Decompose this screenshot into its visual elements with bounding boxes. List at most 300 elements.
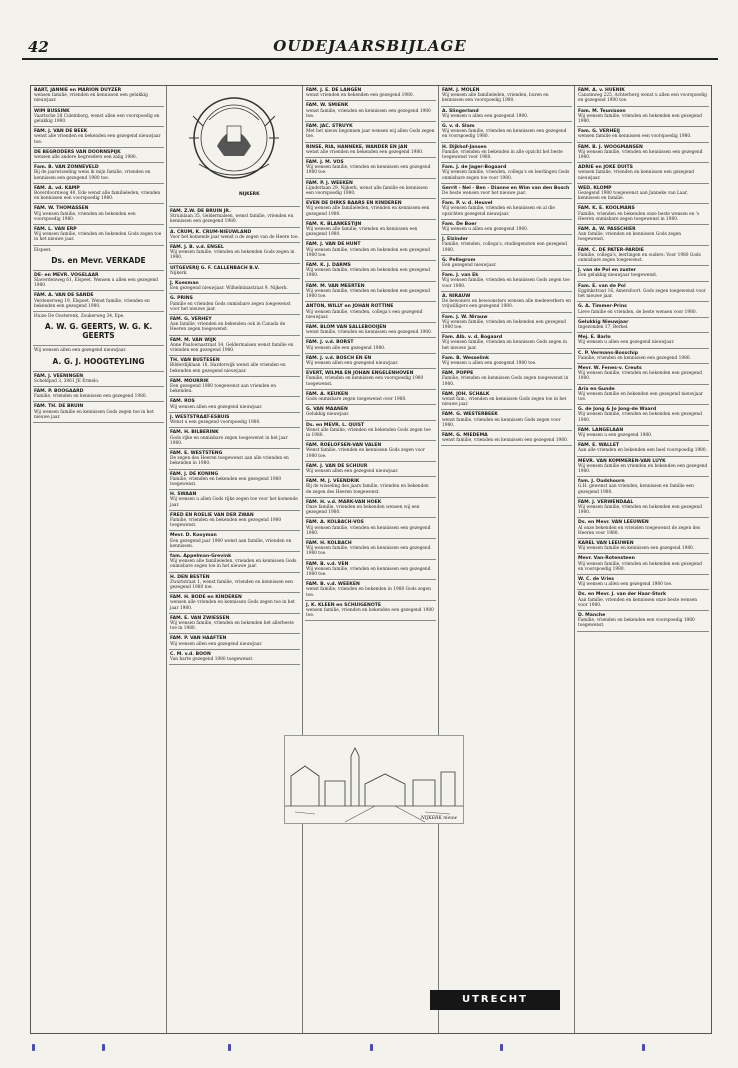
greeting-text: Een gezegend 1980 toegewenst aan vrienden en bekenden. — [170, 384, 276, 395]
greeting-text: Wenst alle familie, vrienden en bekenden Gods zegen toe in 1980. — [306, 427, 431, 438]
greeting-text: Wij wensen familie en bekenden een gezegend nieuwjaar toe. — [578, 391, 703, 402]
greeting-text: Familie, vrienden en bekenden een gezegend 1980 toegewenst. — [170, 476, 282, 487]
advertiser-name: FAM. J. MOLEN — [442, 88, 480, 93]
advertiser-name: C. M. v.d. BOON — [170, 651, 211, 657]
advertiser-name: Gerrit - Nel - Ben - Dianne en Wim van den Bosch — [442, 185, 570, 191]
street-illustration — [285, 736, 463, 823]
advertisement — [305, 261, 436, 282]
advertiser-name: Fam. J. W. Nirauw — [442, 314, 488, 320]
advertiser-name: J. K. KLEEN en SCHUIGENOTE — [306, 602, 382, 608]
advertiser-name: FAM. G. WESTERBEEK — [442, 412, 498, 418]
advertiser-name: H. DEN BESTEN — [170, 574, 210, 580]
advertisement — [169, 573, 300, 594]
advertisement — [33, 372, 164, 387]
advertisement — [33, 184, 164, 205]
advertisement — [305, 101, 436, 122]
advertisement — [305, 338, 436, 353]
advertiser-name: H. Dijkhof-Jansen — [442, 144, 487, 150]
advertisement — [577, 441, 709, 456]
advertiser-name: C. P. Vermans-Bosschip — [578, 350, 639, 356]
advertisement — [305, 122, 436, 143]
greeting-text: Wij wensen allen een gezegend nieuwjaar. — [34, 348, 127, 354]
greeting-text: Gods onmisbare zegen toegewenst over 1980. — [306, 396, 407, 402]
frisch-seal-icon — [169, 86, 299, 204]
greeting-text: Familie, vrienden en bekenden een gezegend 1980 toegewenst. — [170, 517, 282, 529]
advertisement — [33, 86, 164, 107]
advertisement — [577, 575, 709, 590]
advertiser-name: EVERT, WILMA EN JOHAN ENGELENHOVEN — [306, 371, 414, 377]
greeting-text: wenst familie, vrienden en kennissen Gods zegen voor 1980. — [442, 417, 561, 428]
advertisement — [577, 282, 709, 303]
advertiser-name: TH. VAN BUSTESEN — [170, 358, 220, 364]
advertiser-name: Fam. J. de Jager-Bogaard — [442, 165, 507, 171]
advertisement — [305, 539, 436, 560]
advertiser-name: Fam. B. VAN ZONNEVELD — [34, 165, 99, 171]
advertiser-name: Fam. B. Wesselink — [442, 355, 490, 361]
advertiser-name: Mevr. D. Kooyman — [170, 533, 217, 539]
advertiser-name: FAM. W. THOMASSEN — [34, 206, 89, 212]
advertiser-name: G. VAN MAANEN — [306, 407, 348, 413]
greeting-text: Wij wensen u allen Gods rijke zegen toe voor het komende jaar. — [170, 497, 298, 508]
greeting-text: Slaverdenweg 61, Elspeet. Wensen u allen een gezegend 1980. — [34, 278, 159, 289]
advertiser-name: Ds. en Mevr. VAN LEEUWEN — [578, 520, 649, 526]
advertiser-name: Aria en Gunde — [578, 386, 615, 392]
advertiser-name: G. de Jong & Jo Jong-de Waard — [578, 407, 657, 413]
greeting-text: Wij wensen familie, vrienden en bekenden een voorspoedig 1980. — [34, 211, 136, 222]
advertisement — [305, 240, 436, 261]
advertiser-name: D. Manche — [578, 613, 606, 619]
greeting-text: Familie, vrienden, collega's, studiegenoten een gezegend 1980. — [442, 242, 567, 253]
greeting-text: Wij wensen familie, vrienden en bekenden een gezegend 1980. — [578, 113, 702, 125]
column-2 — [167, 86, 303, 1033]
greeting-text: Wij wensen familie, vrienden en bekenden een gezegend 1980. — [578, 371, 702, 382]
advertiser-name: FAM. G. VERHEY — [170, 317, 212, 323]
greeting-text: wensen familie, vrienden en bekenden een gezegend 1980 toe. — [306, 608, 434, 619]
page-footer — [30, 1040, 710, 1056]
greeting-text: Wij wensen familie en kennissen een gezegend 1980. — [578, 546, 695, 552]
advertiser-name: J. Elzinder — [442, 237, 468, 243]
advertisement — [169, 552, 300, 573]
greeting-text: wenst familie, vrienden en kennissen een gezegend 1980. — [442, 438, 569, 444]
greeting-text: Vaartsche 28 Culemborg, wenst allen een voorspoedig en gelukkig 1980. — [34, 113, 160, 125]
advertiser-name: FAM. H. BODE en KINDEREN — [170, 595, 242, 601]
greeting-text: Bij de jaarwisseling wens ik mijn familie, vrienden en kennissen een gezegend 1980 toe. — [34, 170, 151, 181]
advertiser-name: fam. Appelman-Grevink — [170, 553, 232, 559]
greeting-text: wenst familie, vrienden en kennissen een gezegend 1980 toe. — [306, 108, 431, 119]
greeting-text: wenst alle vrienden en bekenden een gezegend 1980. — [306, 149, 424, 155]
advertiser-name: Fam. G. VERHEIJ — [578, 129, 620, 135]
column-1 — [31, 86, 167, 1033]
greeting-text: Wij wensen familie, vrienden en kennissen Gods zegen toe voor 1980. — [442, 278, 570, 289]
advertisement — [169, 264, 300, 279]
greeting-text: Wij wensen familie, vrienden en kennissen een gezegend en voorspoedig 1980. — [442, 129, 567, 140]
advertiser-name: FAM. M. VAN WIJK — [170, 337, 217, 343]
advertiser-name: Fam. P. v. d. Heuvel — [442, 201, 493, 207]
greeting-text: Wij wensen familie, vrienden en kennissen een gezegend 1980 toe. — [306, 566, 431, 578]
greeting-text: De zegen des Heeren toegewenst aan alle vrienden en bekenden in 1980. — [170, 456, 289, 467]
greeting-text: Wij wensen alle een gezegend 1980. — [306, 345, 386, 351]
advertiser-name: FAM. H. KOLBACH — [306, 541, 352, 546]
greeting-text: Wij wensen familie, vrienden en bekenden een gezegend en voorspoedig 1980. — [578, 561, 702, 572]
greeting-text: Aan familie, vrienden en bekenden ook in Canada de Heeren zegen toegewenst. — [170, 322, 286, 333]
advertiser-name: Fam. De Boer — [442, 221, 477, 227]
advertiser-name: DE- en MEVR. VOGELAAR — [34, 272, 99, 278]
advertisement — [33, 312, 164, 346]
advertiser-name: MEVR. VAN KOMMEREN-VAN LUYK — [578, 458, 666, 464]
greeting-text: G.H. gewenst aan vrienden, kennissen en familie een gezegend 1980. — [578, 484, 694, 495]
greeting-text: Onze familie, vrienden en bekenden wensen wij een gezegend 1980. — [306, 504, 420, 516]
advertisement — [169, 377, 300, 398]
advertisement — [441, 122, 572, 143]
advertiser-name: FAM. B. v.d. VEN — [306, 561, 349, 567]
greeting-text: Wij wensen familie, vrienden en kennissen Gods zegen in het nieuwe jaar. — [442, 340, 568, 351]
advertisement — [577, 127, 709, 142]
advertisement — [169, 449, 300, 470]
advertisement — [169, 593, 300, 614]
advertiser-name: FAM. J. M. VOS — [306, 160, 344, 166]
advertisement — [577, 143, 709, 164]
advertiser-name: FAM. J. B. v.d. ENGEL — [170, 245, 224, 251]
advertisement — [305, 498, 436, 519]
greeting-text: Familie, collega's, leerlingen en ouders: Voor 1980 Gods onmisbare zegen toegewenst. — [578, 252, 701, 264]
greeting-text: Bij de wisseling des jaars familie, vrienden en bekenden de zegen des Heeren toegewenst. — [306, 484, 429, 495]
advertisement — [441, 184, 572, 199]
advertisement — [169, 315, 300, 336]
advertiser-name: A. G. J. HOOGTEYLING — [52, 356, 145, 366]
greeting-text: Wij wensen familie, vrienden, collega's en leerlingen Gods onmisbare zegen toe voor 1980. — [442, 170, 570, 181]
greeting-text: Lieve familie en vrienden, de beste wensen voor 1980. — [578, 309, 697, 315]
greeting-text: Wij wensen allen een gezegend nieuwjaar. — [306, 468, 399, 474]
advertiser-name: A. CRUM, K. CRUM-NIEUWLAND — [170, 229, 252, 235]
column-3 — [303, 86, 439, 1033]
advertisement — [305, 282, 436, 303]
advertisement — [169, 294, 300, 315]
advertisement — [169, 207, 300, 228]
advertisement — [577, 86, 709, 107]
advertiser-name: G. PRINS — [170, 296, 193, 302]
greeting-text: De bewoners en bewoonsters wensen alle medewerkers en vrijwilligers een gezegend 1980. — [442, 299, 571, 310]
advertiser-name: UITGEVERIJ G. F. CALLENBACH B.V. — [170, 265, 260, 271]
greeting-text: wensen alle vrienden en kennissen Gods zegen toe in het jaar 1980. — [170, 600, 295, 611]
advertisement — [169, 397, 300, 412]
greeting-text: Een gelukkig nieuwjaar toegewenst. — [578, 273, 658, 279]
page-header — [22, 36, 718, 60]
advertiser-name: Ds. en Mevr. J. van der Haar-Stork — [578, 592, 666, 598]
advertisement — [441, 354, 572, 369]
advertisement — [305, 441, 436, 462]
greeting-text: Familie, vrienden en kennissen een gezegend 1980. — [34, 394, 147, 400]
advertisement — [305, 560, 436, 581]
utrecht-banner: UTRECHT — [430, 990, 560, 1010]
advertisement — [169, 356, 300, 377]
advertiser-name: FAM. J. v.d. BORST — [306, 340, 354, 346]
greeting-text: Aan familie, vrienden en kennissen onze beste wensen voor 1980. — [578, 597, 697, 608]
advertiser-name: FAM. MOURRIK — [170, 378, 209, 384]
advertisement — [441, 143, 572, 164]
greeting-text: Wij wensen allen een gezegend nieuwjaar. — [170, 641, 263, 647]
greeting-text: Een gezegend nieuwjaar. — [442, 263, 497, 269]
advertiser-name: Ds. en Mevr. VERKADE — [51, 255, 146, 265]
greeting-text: wenst vrienden en bekenden een gezegend 1980. — [306, 93, 414, 99]
column-5 — [575, 86, 711, 1033]
advertisement — [305, 302, 436, 323]
advertisement — [305, 354, 436, 369]
advertiser-name: FAM. ROS — [170, 399, 195, 405]
advertisement — [33, 246, 164, 271]
advertisement — [33, 148, 164, 163]
advertiser-name: FAM. K. E. KOOLMANS — [578, 206, 635, 212]
advertisement — [577, 498, 709, 519]
advertiser-name: FAM. E. VAN ZWIESSEN — [170, 615, 230, 621]
greeting-text: wensen familie en kennissen een voorspoedig 1980. — [578, 134, 692, 140]
registration-mark — [32, 1044, 35, 1051]
greeting-text: Gezegend 1980 toegewenst aan Janneke van Laar, kennissen en familie. — [578, 191, 688, 202]
advertiser-name: FAM. Z.W. DE BRUIN JR. — [170, 209, 231, 214]
greeting-text: Familie, vrienden en kennissen een gezegend 1980. — [578, 355, 691, 361]
greeting-text: Wij wensen familie, vrienden en kennissen een gezegend 1980 toe. — [306, 165, 431, 176]
advertiser-name: FAM. J. VAN DE BEEK — [34, 129, 88, 135]
advertiser-name: RINSE, RIA, HANNEKE, WANDER EN JAN — [306, 144, 408, 150]
advertisement — [33, 127, 164, 148]
advertiser-name: Ds. en MEVR. L. QUIST — [306, 422, 365, 428]
advertiser-name: FAM. J. E. DE LANGEN — [306, 88, 362, 93]
nijkerk-emblem — [169, 86, 300, 207]
advertisement — [577, 611, 709, 632]
advertiser-name: FAM. W. SMIENK — [306, 103, 349, 109]
greeting-text: Wij wensen familie en kennissen Gods zegen toe in het nieuwe jaar. — [34, 409, 154, 420]
advertiser-name: FAM. TH. DE BRUIN — [34, 404, 84, 410]
advertiser-name: FRED EN ROELIE VAN DER ZWAN — [170, 512, 254, 518]
greeting-text: Ingezonden 17, Berkel. — [578, 324, 629, 330]
advertisement — [441, 431, 572, 446]
advertiser-name: FAM. B. J. WOOGMANSEN — [578, 144, 643, 150]
advertisement — [577, 590, 709, 611]
advertisement — [33, 387, 164, 402]
advertiser-name: FAM. J. DE KONING — [170, 471, 219, 477]
greeting-text: Met het nieuw begonnen jaar wensen wij allen Gods zegen toe. — [306, 129, 435, 140]
greeting-text: Wij wensen allen een gezegend nieuwjaar. — [170, 404, 263, 410]
greeting-text: Familie, vrienden en bekenden een voorspoedig 1980 toegewenst. — [578, 618, 695, 629]
greeting-text: Wij wensen alle familie, vrienden en kennissen een gezegend 1980. — [306, 227, 418, 238]
greeting-text: Wij wensen u allen een gezegend 1980. — [442, 113, 529, 119]
advertisement — [441, 220, 572, 235]
advertiser-name: FAM. G. MIEDEMA — [442, 432, 488, 438]
advertisement — [577, 302, 709, 317]
advertisement — [441, 235, 572, 256]
page-title: OUDEJAARSBIJLAGE — [273, 37, 467, 55]
advertiser-name: G. v. d. Slam — [442, 124, 475, 130]
advertiser-name: FAM. B. v.d. WEEKEN — [306, 582, 360, 588]
advertisement — [577, 457, 709, 478]
advertiser-name: Fam. Alb. v. d. Bogaard — [442, 335, 503, 341]
advertiser-name: FAM. JOH. SCHALK — [442, 391, 490, 397]
advertisement — [169, 614, 300, 635]
advertisement — [305, 86, 436, 101]
greeting-text: Lijnderlaan 29, Nijkerk, wenst alle familie en kennissen een voorspoedig 1980. — [306, 185, 428, 197]
advertisement — [305, 580, 436, 601]
advertisement — [577, 225, 709, 246]
greeting-text: Boverdoornweg 40, Ede wenst alle familieleden, vrienden en kennissen een voorspoedig 1980. — [34, 191, 161, 202]
sketch-caption: NIJKERK nieuw — [420, 816, 457, 821]
greeting-text: Familie, vrienden en bekenden onze beste wensen en 's Heeren onmisbare zegen toegewenst in 1980. — [578, 211, 700, 222]
advertisement — [441, 163, 572, 184]
greeting-text: Voor het komende jaar wenst u de zegen van de Heere toe. — [170, 234, 299, 240]
advertisement — [441, 292, 572, 313]
greeting-text: Wij wensen familie, vrienden en bekenden een gezegend 1980 toe. — [442, 319, 566, 330]
greeting-text: Wij wensen familie, vrienden en bekenden een gezegend 1980. — [578, 412, 702, 423]
advertiser-name: FAM. J. VERWENDAAL — [578, 499, 634, 505]
advertiser-name: FAM. A. W. PASSCHIER — [578, 227, 636, 233]
greeting-text: Aan alle vrienden en bekenden een heel voorspoedig 1980. — [578, 448, 708, 454]
registration-mark — [370, 1044, 373, 1051]
advertiser-name: FAM. ROELOFSEN-VAN VALEN — [306, 443, 382, 449]
greeting-text: Wij wensen familie, vrienden en bekenden een gezegend 1980. — [306, 268, 430, 279]
advertiser-name: J. Koesman — [170, 281, 199, 287]
advertiser-name: FAM. BLOM VAN SALLEBOOIJEN — [306, 324, 387, 330]
greeting-text: Gods rijke en onmisbare zegen toegewenst in het jaar 1980. — [170, 435, 288, 446]
greeting-text: Familie, vrienden en bekenden in alle opzicht het beste toegewenst voor 1980. — [442, 149, 563, 161]
advertiser-name: FAM. M. J. VEENDRIK — [306, 479, 360, 485]
advertiser-name: KAREL VAN LEEUWEN — [578, 541, 634, 546]
advertiser-name: G. Pellegrom — [442, 257, 476, 263]
advertiser-name: DE BEGRODERS VAN DOORNSPIJK — [34, 149, 121, 155]
advertisement — [441, 313, 572, 334]
advertisement — [169, 413, 300, 428]
greeting-text: Wij wensen familie, vrienden, collega's een gezegend nieuwjaar. — [306, 309, 423, 320]
advertisement — [441, 369, 572, 390]
advertisement — [305, 390, 436, 405]
advertisement — [169, 336, 300, 357]
advertiser-name: ANTON, WILLY en JOHAN ROTTINE — [306, 304, 394, 310]
advertisement — [169, 634, 300, 649]
advertisement — [577, 333, 709, 348]
advertiser-name: FAM. J. VAN DE HUNT — [306, 242, 361, 248]
greeting-text: Wij wensen u allen een gezegend 1980 toe. — [442, 360, 537, 366]
column-4 — [439, 86, 575, 1033]
advertiser-name: fam. J. Oudshoorn — [578, 479, 625, 485]
greeting-text: wenst familie, vrienden en kennissen een gezegend 1980. — [306, 330, 433, 336]
greeting-text: Wij wensen familie, vrienden en kennissen een gezegend 1980. — [578, 149, 703, 161]
greeting-text: Wij wensen u een gezegend 1980. — [578, 432, 653, 438]
greeting-text: Een gezegend nieuwjaar. Wilhelminastraat 9, Nijkerk. — [170, 286, 288, 292]
advertiser-name: Fam. E. van de Pol — [578, 283, 626, 289]
advertiser-name: FAM. K. J. DARMS — [306, 263, 351, 269]
advertisement — [577, 246, 709, 267]
advertiser-name: A. W. G. GEERTS, W. G. K. GEERTS — [44, 322, 153, 341]
advertisement — [33, 291, 164, 312]
advertiser-name: Gelukkig Nieuwjaar — [578, 319, 629, 325]
advertisement — [33, 271, 164, 292]
advertiser-name: WED. KLOMP — [578, 185, 612, 191]
greeting-text: Wenst u een gezegend voorspoedig 1980. — [170, 420, 261, 426]
greeting-text: Wenst familie, vrienden en kennissen Gods zegen voor 1980 toe. — [306, 448, 425, 459]
advertiser-name: FAM. K. BLANKESTIJN — [306, 221, 362, 227]
advertiser-name: FAM. P. BOOGAARD — [34, 388, 84, 394]
greeting-text: Wij wensen u allen een gezegend 1980 toe. — [578, 582, 673, 588]
advertisement — [33, 402, 164, 423]
advertisement — [577, 364, 709, 385]
greeting-text: Een gezegend jaar 1980 wenst aan familie, vrienden en kennissen. — [170, 538, 292, 549]
registration-mark — [228, 1044, 231, 1051]
registration-mark — [642, 1044, 645, 1051]
advertisement — [169, 531, 300, 552]
advertiser-name: FAM. J. VAN DE SCHUUR — [306, 463, 368, 469]
greeting-text: Wij wensen familie, vrienden en bekenden een gezegend 1980 toe. — [306, 288, 430, 300]
advertisement — [305, 421, 436, 442]
advertisement — [305, 220, 436, 241]
advertiser-name: FAM. A. KOLBACH-VOS — [306, 520, 364, 526]
advertisement — [169, 228, 300, 243]
advertisement — [441, 86, 572, 107]
advertiser-name: J. WESTSTRAAT-ESBUIS — [170, 414, 230, 420]
advertiser-name: FAM. P. VAN HAAFTEN — [170, 636, 227, 642]
advertiser-name: Mevr. Van-Rotensteen — [578, 556, 635, 562]
advertiser-name: FAM. E. WALLET — [578, 443, 620, 449]
greeting-text: Familie, vrienden en kennissen een voorspoedig 1980 toegewenst. — [306, 376, 424, 387]
greeting-text: Wij wensen familie en vrienden en bekenden een gezegend 1980. — [578, 463, 708, 474]
advertiser-name: Fam. M. Teunissen — [578, 108, 626, 114]
greeting-text: Verdenerweg 19, Elspeet. Wenst familie, vrienden en bekenden een gezegend 1980. — [34, 298, 150, 309]
greeting-text: Wij wensen familie, vrienden en bekenden Gods zegen in 1980. — [170, 250, 295, 261]
advertiser-name: FAM. M. VAN MEERTEN — [306, 283, 365, 289]
advertisement — [33, 346, 164, 371]
advertiser-name: Fam. J. van Ek — [442, 273, 479, 279]
advertisement — [169, 243, 300, 264]
page-number: 42 — [28, 38, 49, 56]
greeting-text: Wij wensen familie, vrienden en bekenden Gods zegen toe in het nieuwe jaar. — [34, 232, 162, 243]
registration-mark — [500, 1044, 503, 1051]
advertiser-name: H. SWAAN — [170, 492, 197, 498]
greeting-text: Wij wensen familie, vrienden en bekenden het allerbeste toe in 1980. — [170, 620, 294, 632]
greeting-text: Wij wensen familie, vrienden en bekenden een gezegend 1980. — [578, 504, 702, 516]
greeting-text: Egginkstraat 16, Amersfoort. Gods zegen toegewenst voor het nieuwe jaar. — [578, 288, 706, 300]
advertiser-name: FAM. E. WESTSTENG — [170, 450, 223, 456]
advertiser-name: FAM. LANGELAAN — [578, 427, 624, 433]
advertiser-name: Mevr. W. Fenes-v. Creuts — [578, 365, 642, 371]
advertiser-name: A. Slingerland — [442, 108, 479, 114]
emblem-caption: NIJKERK — [239, 192, 260, 197]
greeting-text: Scheldpad 3, 3861 JE Ermelo. — [34, 378, 100, 384]
advertiser-name: FAM. J. VEENINGEN — [34, 373, 84, 379]
greeting-text: Wij wensen alle familieleden, vrienden, buren en kennissen een voorspoedig 1980. — [442, 93, 549, 104]
greeting-text: Aan familie, vrienden en kennissen Gods zegen toegewenst. — [578, 232, 682, 243]
advertisement — [33, 204, 164, 225]
advertiser-name: J. van de Pol en zuster — [578, 268, 636, 274]
advertisement — [305, 518, 436, 539]
greeting-text: Van harte gezegend 1980 toegewenst. — [170, 657, 254, 662]
advertisement — [305, 158, 436, 179]
advertisement — [33, 225, 164, 246]
advertisement — [441, 256, 572, 271]
greeting-text: Struinlaan 35, Geldermalsen, wenst familie, vrienden en kennissen een gezegend 1980. — [170, 214, 294, 225]
advertisement — [305, 477, 436, 498]
advertiser-name: ADRIE en JOKE DUITS — [578, 165, 633, 171]
greeting-text: wenst alle vrienden en bekenden een gezegend nieuwjaar toe. — [34, 134, 161, 145]
advertiser-name: WIM BUSSINK — [34, 108, 70, 114]
greeting-text: Wij wensen u allen een gezegend 1980. — [442, 227, 529, 233]
advertisement — [577, 554, 709, 575]
greeting-text: Wij wensen familie, vrienden en kennissen en al die opzichten gezegend nieuwjaar. — [442, 206, 555, 217]
advertisement — [169, 279, 300, 294]
advertiser-name: FAM. JAC. STRUYK — [306, 124, 353, 130]
advertisement — [577, 385, 709, 406]
advertisement — [305, 323, 436, 338]
advertisement — [305, 462, 436, 477]
advertisement — [33, 107, 164, 128]
advertiser-name: BART, JANNIE en MARION DUYZER — [34, 88, 122, 93]
advertiser-name: FAM. L. VAN ERP — [34, 227, 77, 233]
greeting-text: Gelukkig nieuwjaar. — [306, 412, 350, 418]
